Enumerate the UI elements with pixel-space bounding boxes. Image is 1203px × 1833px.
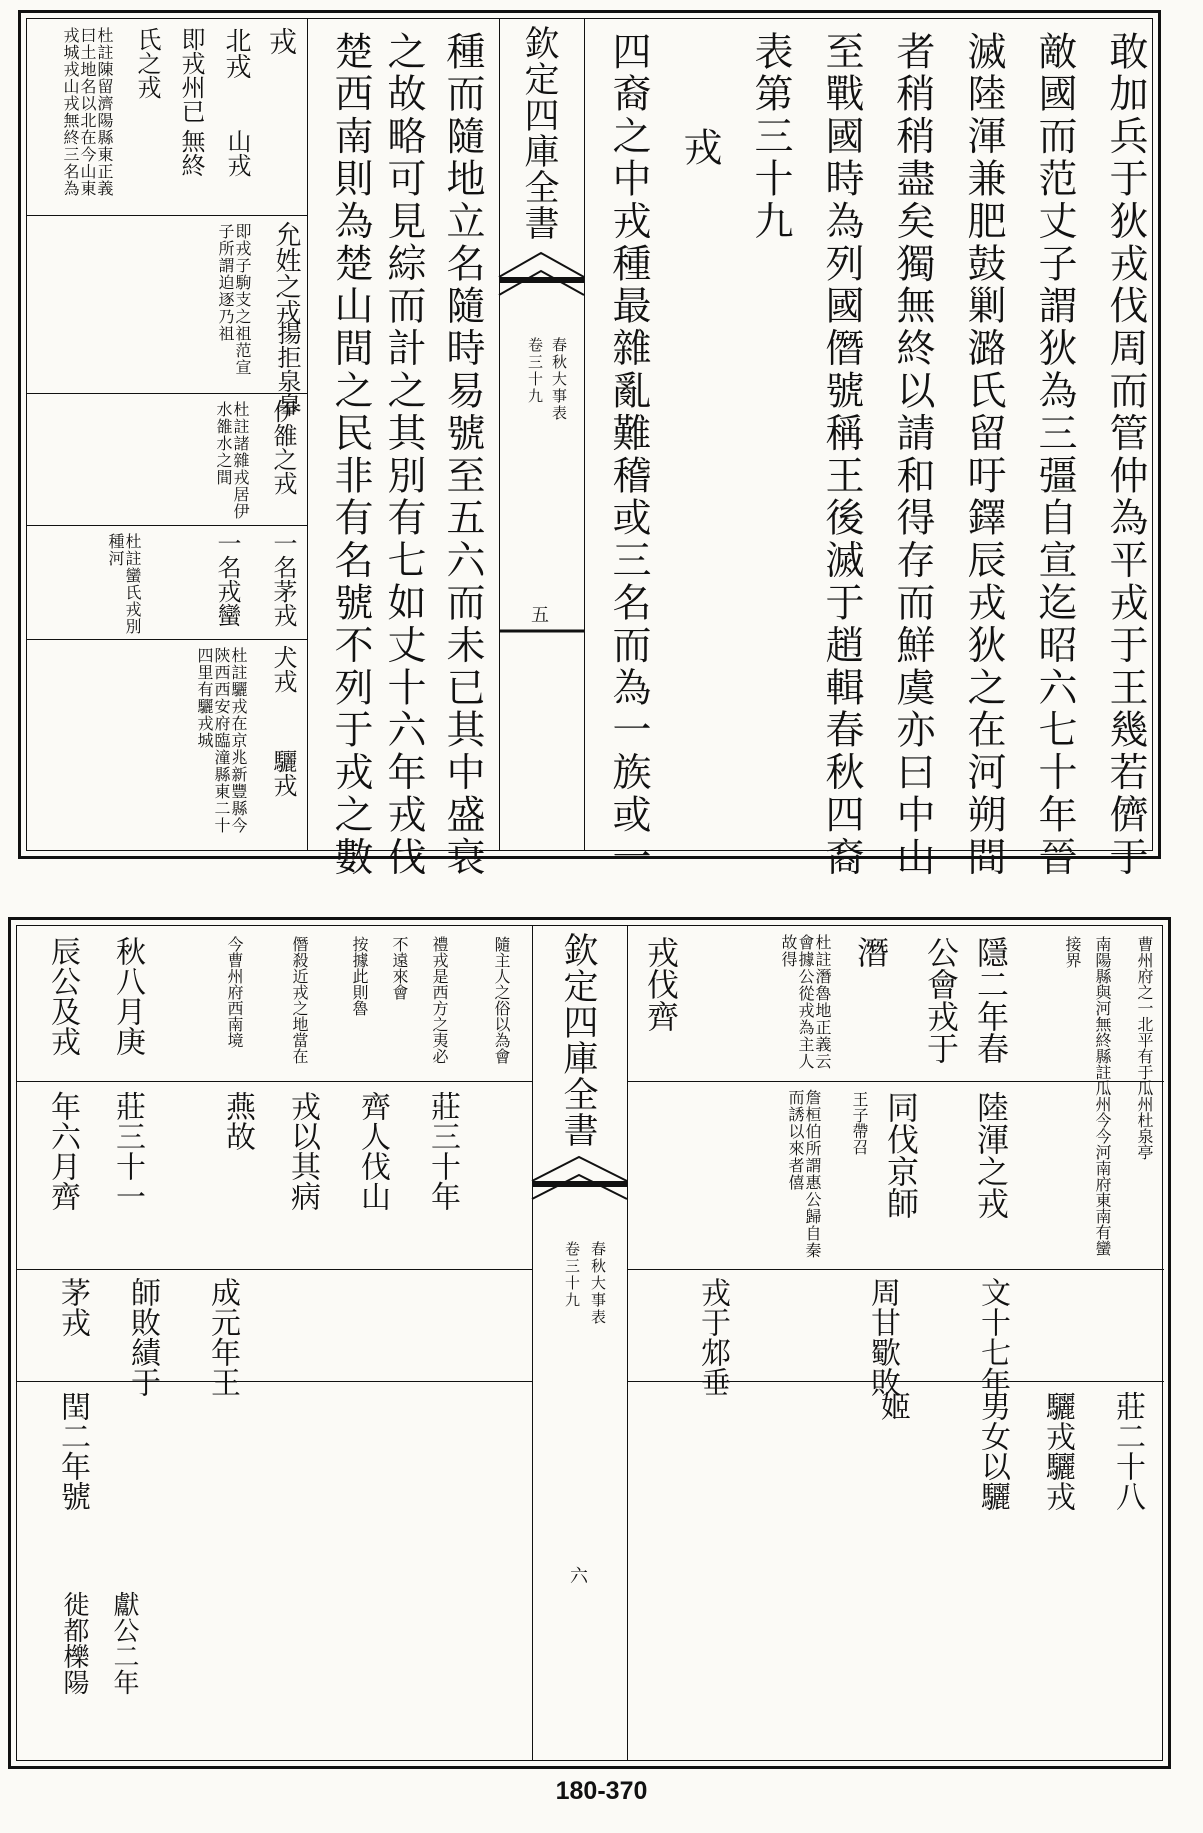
- spine-volume: 卷三十九: [526, 337, 544, 405]
- table-block-yiluo: [27, 393, 307, 525]
- spine-book-title: 春秋大事表: [550, 337, 568, 422]
- table-block-quanrong: [27, 639, 307, 852]
- table-block-yunxing: [27, 215, 307, 417]
- text-column: 滅陸渾兼肥鼓剿潞氏留吁鐸辰戎狄之在河朔間: [961, 31, 1006, 879]
- text-column: 敵國而范丈子謂狄為三彊自宣迄昭六七十年晉: [1032, 31, 1077, 879]
- table-entry: 山戎: [223, 129, 251, 177]
- table-commentary: 杜註陳留濟陽縣東正義曰土地名以北在今山東戎城戎山戎無終三名為: [61, 27, 114, 197]
- bottom-page: [8, 917, 1171, 1769]
- table-row: 隨主人之俗以為會 禮戎是西方之夷必 不遠來會 按據此則魯 僭殺近戎之地當在 今曹州府西南境 秋八月庚 辰公及戎: [45, 936, 511, 1064]
- top-page-frame: [26, 18, 1153, 879]
- text-column: 楚西南則為楚山間之民非有名號不列于戎之數: [328, 31, 373, 879]
- table-row: 莊二十八 驪戎驪戎 男女以驪 姬: [875, 1391, 1145, 1511]
- table-commentary: 杜註蠻氏戎別種河: [106, 533, 142, 635]
- table-entry: 氏之戎: [133, 27, 161, 99]
- spine-title: 欽定四庫全書: [519, 25, 559, 241]
- table-commentary: 杜註諸雜戎居伊水雒水之間: [214, 401, 250, 520]
- spine-page-number: 五: [528, 605, 549, 625]
- table-row: 成元年王 師敗績于 茅戎: [55, 1277, 240, 1397]
- table-entry: 一名茅戎: [269, 531, 297, 627]
- fishtail-ornament: [532, 1151, 627, 1211]
- fishtail-ornament: [499, 247, 584, 307]
- spine-volume: 卷三十九: [563, 1241, 581, 1309]
- spine-title: 欽定四庫全書: [558, 932, 598, 1148]
- table-entry: 無終: [177, 129, 205, 177]
- table-entry: 驪戎: [269, 749, 297, 797]
- table-commentary: 杜註驪戎在京兆新豐縣今陝西西安府臨潼縣東二十四里有驪戎城: [195, 647, 248, 834]
- text-column: 之故略可見綜而計之其別有七如丈十六年戎伐: [381, 31, 426, 879]
- text-column: 者稍稍盡矣獨無終以請和得存而鮮虞亦曰中山: [890, 31, 935, 879]
- table-heading: 北戎: [221, 27, 251, 79]
- page-footer: 180-370: [555, 1777, 648, 1805]
- text-column: 戎: [677, 127, 722, 170]
- table-row: 陸渾之戎 同伐京師 王子帶召 詹桓伯所謂惠公歸自秦而誘以來者僖: [786, 1089, 1010, 1259]
- text-column: 至戰國時為列國僭號稱王後滅于趙輯春秋四裔: [819, 31, 864, 879]
- fishtail-ornament: [499, 631, 584, 671]
- text-column: 表第三十九: [748, 31, 793, 243]
- table-entry: 犬戎: [269, 645, 297, 693]
- table-entry: 允姓之戎: [271, 221, 301, 325]
- table-heading: 戎: [265, 27, 298, 55]
- spine-page-number: 六: [567, 1566, 588, 1586]
- table-row: 閏二年號 獻公二年 徙都櫟陽: [55, 1391, 139, 1695]
- table-row: 曹州府之一北平有于瓜州杜泉亭 南陽縣與河無終縣註瓜州今今河南府東南有蠻 接界 隱二年春 公會戎于 潛 杜註潛魯地正義云會據公從戎為主人故得 戎伐齊: [642, 934, 1154, 1256]
- spine-book-title: 春秋大事表: [589, 1241, 607, 1326]
- bottom-page-frame: [16, 925, 1163, 1761]
- text-column: 四裔之中戎種最雜亂難稽或三名而為一族或一: [606, 31, 651, 879]
- table-block-northrong: [27, 19, 307, 215]
- text-column: 敢加兵于狄戎伐周而管仲為平戎于王幾若儕于: [1103, 31, 1148, 879]
- table-block-manshi: [27, 525, 307, 639]
- table-entry: 一名戎蠻: [213, 531, 241, 627]
- table-commentary: 即戎子駒支之祖范宣子所謂迫逐乃祖: [216, 223, 252, 376]
- table-entry: 即戎州已: [177, 27, 205, 123]
- table-entry: 揚拒泉皋: [273, 321, 301, 417]
- table-entry: 伊雒之戎: [269, 399, 297, 495]
- top-page: [18, 10, 1161, 879]
- table-row: 莊三十年 齊人伐山 戎以其病 燕故 莊三十一 年六月齊: [45, 1091, 460, 1211]
- text-column: 種而隨地立名隨時易號至五六而未已其中盛衰: [440, 31, 485, 879]
- bottom-spine: [532, 926, 627, 1760]
- top-spine: [499, 19, 584, 850]
- table-row: 文十七年 周甘歜敗 戎于邥垂: [695, 1277, 1010, 1397]
